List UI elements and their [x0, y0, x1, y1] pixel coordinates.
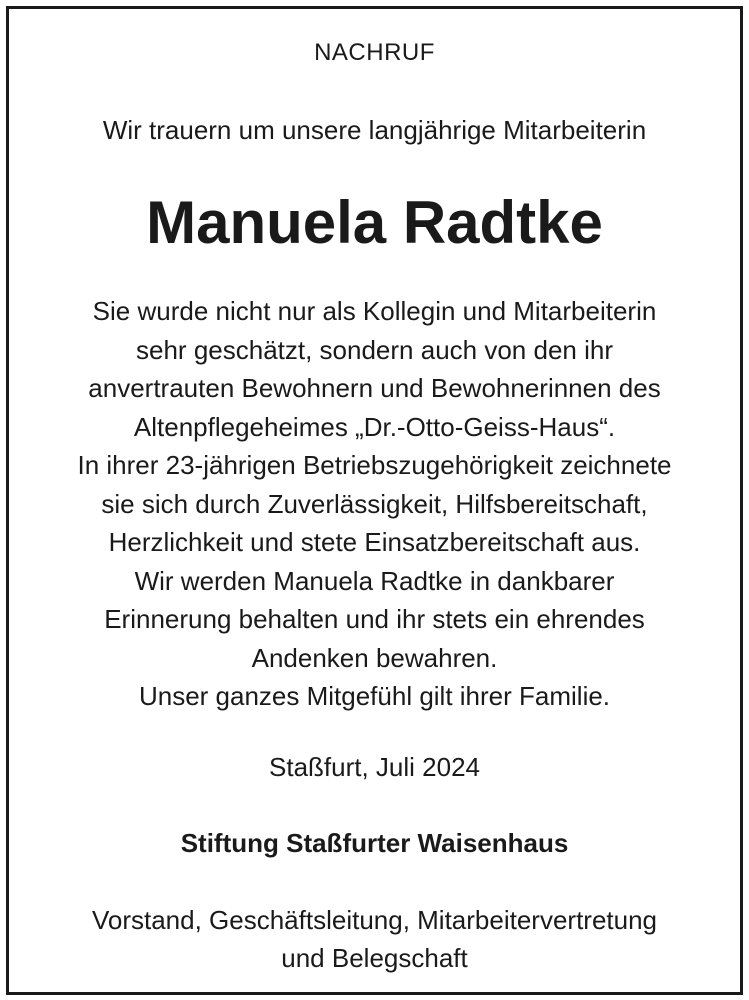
- place-and-date: Staßfurt, Juli 2024: [269, 752, 480, 782]
- tribute-line: Unser ganzes Mitgefühl gilt ihrer Familie.: [138, 681, 611, 711]
- signatory-line: und Belegschaft: [281, 943, 468, 973]
- intro-line: Wir trauern um unsere langjährige Mitarbeiterin: [102, 115, 647, 145]
- notice-heading: NACHRUF: [314, 39, 435, 66]
- tribute-line: Sie wurde nicht nur als Kollegin und Mitarbeiterin: [92, 296, 657, 326]
- tribute-line: Wir werden Manuela Radtke in dankbarer: [134, 565, 615, 596]
- tribute-line: Erinnerung behalten und ihr stets ein ehrendes: [104, 604, 645, 634]
- deceased-name: Manuela Radtke: [146, 189, 603, 256]
- signatory-line: Vorstand, Geschäftsleitung, Mitarbeitervertretung: [91, 905, 658, 935]
- tribute-line: Herzlichkeit und stete Einsatzbereitschaft aus.: [108, 527, 641, 557]
- tribute-line: Altenpflegeheimes „Dr.-Otto-Geiss-Haus“.: [133, 411, 616, 442]
- obituary-frame: [6, 6, 743, 995]
- tribute-line: In ihrer 23-jährigen Betriebszugehörigkeit zeichnete: [77, 450, 672, 480]
- tribute-text: [9, 292, 740, 716]
- tribute-line: Andenken bewahren.: [251, 642, 498, 673]
- organization-name: Stiftung Staßfurter Waisenhaus: [180, 828, 569, 858]
- tribute-line: anvertrauten Bewohnern und Bewohnerinnen des: [88, 373, 661, 403]
- tribute-line: sie sich durch Zuverlässigkeit, Hilfsbereitschaft,: [101, 488, 648, 519]
- tribute-line: sehr geschätzt, sondern auch von den ihr: [136, 334, 613, 365]
- signatories: [9, 901, 740, 977]
